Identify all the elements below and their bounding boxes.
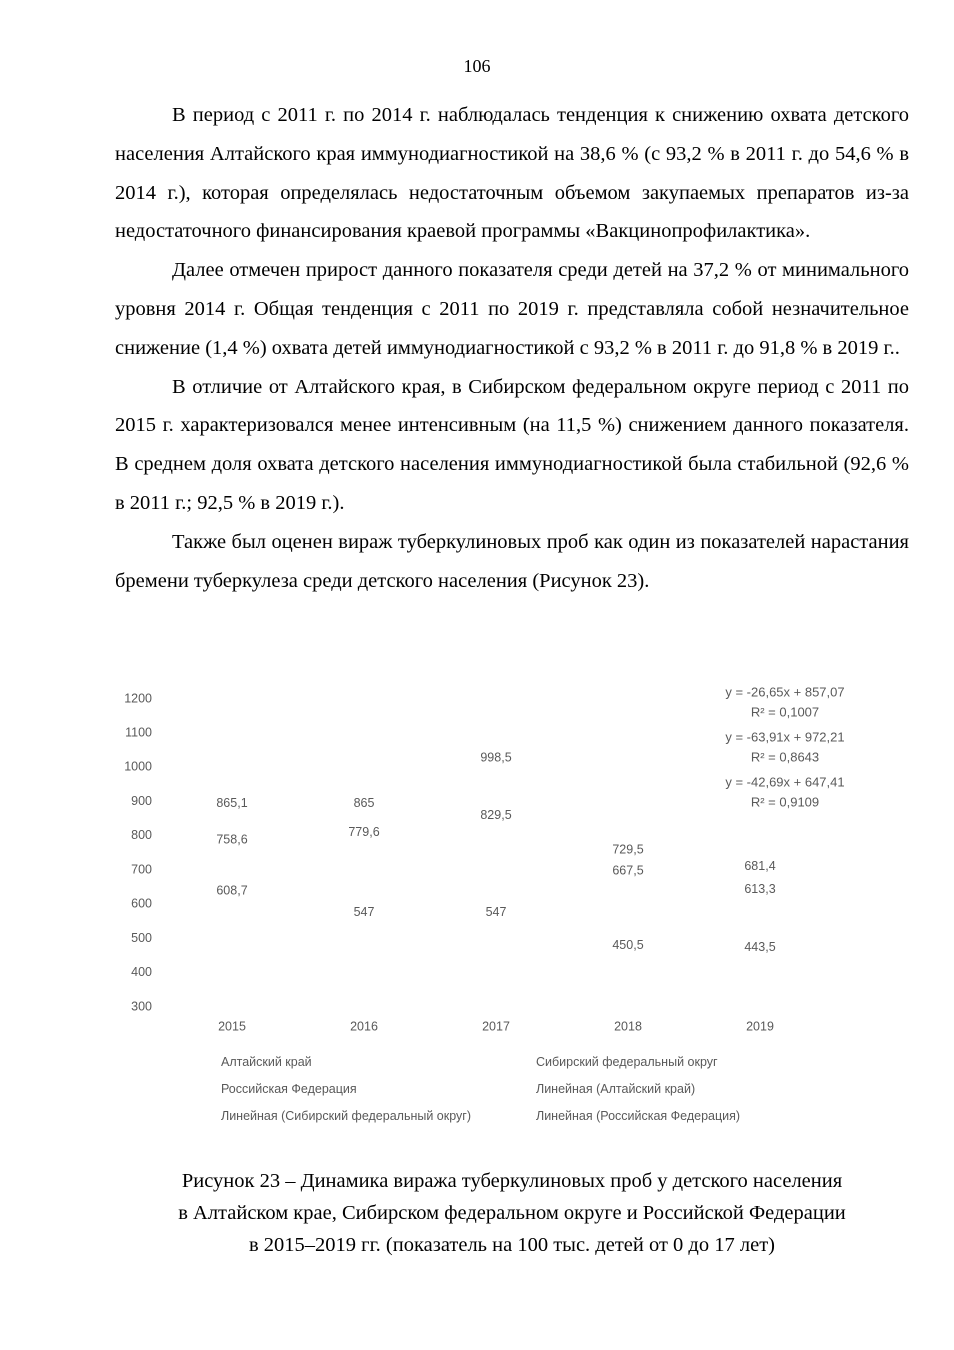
legend-item: Российская Федерация (221, 1082, 357, 1096)
body-text (115, 96, 909, 600)
data-label: 779,6 (348, 825, 380, 840)
paragraph: Далее отмечен прирост данного показателя среди детей на 37,2 % от минимального уровня 2014 г. Общая тенденция с 2011 по 2019 г. представляла собой незначительное снижение (1,4 %) охвата детей иммунодиагностикой с 93,2 % в 2011 г. до 91,8 % в 2019 г.. (115, 259, 909, 359)
x-tick-label: 2015 (218, 1019, 246, 1034)
figure-caption (115, 1165, 909, 1261)
paragraph: В период с 2011 г. по 2014 г. наблюдалась тенденция к снижению охвата детского населения Алтайского края иммунодиагностикой на 38,6 % (с 93,2 % в 2011 г. до 54,6 % в 2014 г.), которая определялась недостаточным объемом закупаемых препаратов из-за недостаточного финансирования краевой программы «Вакцинопрофилактика». (115, 104, 909, 243)
data-label: 829,5 (480, 808, 512, 823)
data-label: 729,5 (612, 842, 644, 857)
data-label: 998,5 (480, 750, 512, 765)
caption-line: в Алтайском крае, Сибирском федеральном округе и Российской Федерации (178, 1202, 846, 1224)
y-tick-label: 700 (131, 862, 152, 877)
chart-legend (221, 1055, 841, 1123)
legend-item: Алтайский край (221, 1055, 312, 1069)
legend-item: Линейная (Российская Федерация) (536, 1109, 741, 1123)
y-tick-label: 900 (131, 793, 152, 808)
data-label: 758,6 (216, 832, 248, 847)
x-tick-label: 2019 (746, 1019, 774, 1034)
data-label: 450,5 (612, 937, 644, 952)
paragraph: В отличие от Алтайского края, в Сибирском федеральном округе период с 2011 по 2015 г. характеризовался менее интенсивным (на 11,5 %) снижением данного показателя. В среднем доля охвата детского населения иммунодиагностикой была стабильной (92,6 % в 2011 г.; 92,5 % в 2019 г.). (115, 375, 909, 514)
y-tick-label: 300 (131, 999, 152, 1014)
trendline-equation: y = -42,69x + 647,41 (725, 774, 845, 790)
trendline-r2: R² = 0,1007 (750, 704, 820, 720)
legend-item: Сибирский федеральный округ (536, 1055, 718, 1069)
trendline-equation: y = -26,65x + 857,07 (725, 684, 845, 700)
x-tick-label: 2016 (350, 1019, 378, 1034)
legend-item: Линейная (Алтайский край) (536, 1082, 696, 1096)
data-label: 613,3 (744, 882, 776, 897)
y-tick-label: 500 (131, 930, 152, 945)
data-label: 547 (485, 904, 507, 919)
caption-line: Рисунок 23 – Динамика виража туберкулиновых проб у детского населения (181, 1170, 843, 1192)
data-label: 681,4 (744, 858, 776, 873)
y-tick-label: 1100 (125, 725, 152, 740)
data-label: 865,1 (216, 795, 248, 810)
y-tick-label: 1000 (124, 759, 152, 774)
trendline-equation: y = -63,91x + 972,21 (725, 729, 845, 745)
y-tick-label: 600 (131, 896, 152, 911)
y-tick-label: 400 (131, 965, 152, 980)
data-label: 608,7 (216, 883, 248, 898)
trendline-r2: R² = 0,9109 (750, 794, 820, 810)
x-tick-label: 2018 (614, 1019, 642, 1034)
caption-line: в 2015–2019 гг. (показатель на 100 тыс. детей от 0 до 17 лет) (249, 1234, 775, 1256)
data-label: 547 (353, 904, 375, 919)
data-label: 667,5 (612, 863, 644, 878)
y-tick-label: 800 (131, 828, 152, 843)
paragraph: Также был оценен вираж туберкулиновых проб как один из показателей нарастания бремени туберкулеза среди детского населения (Рисунок 23). (115, 530, 909, 592)
legend-item: Линейная (Сибирский федеральный округ) (221, 1109, 472, 1123)
trendline-r2: R² = 0,8643 (750, 749, 820, 765)
y-tick-label: 1200 (124, 691, 152, 706)
data-label: 443,5 (744, 940, 776, 955)
x-tick-label: 2017 (482, 1019, 510, 1034)
data-label: 865 (353, 795, 375, 810)
page-number: 106 (463, 56, 491, 76)
